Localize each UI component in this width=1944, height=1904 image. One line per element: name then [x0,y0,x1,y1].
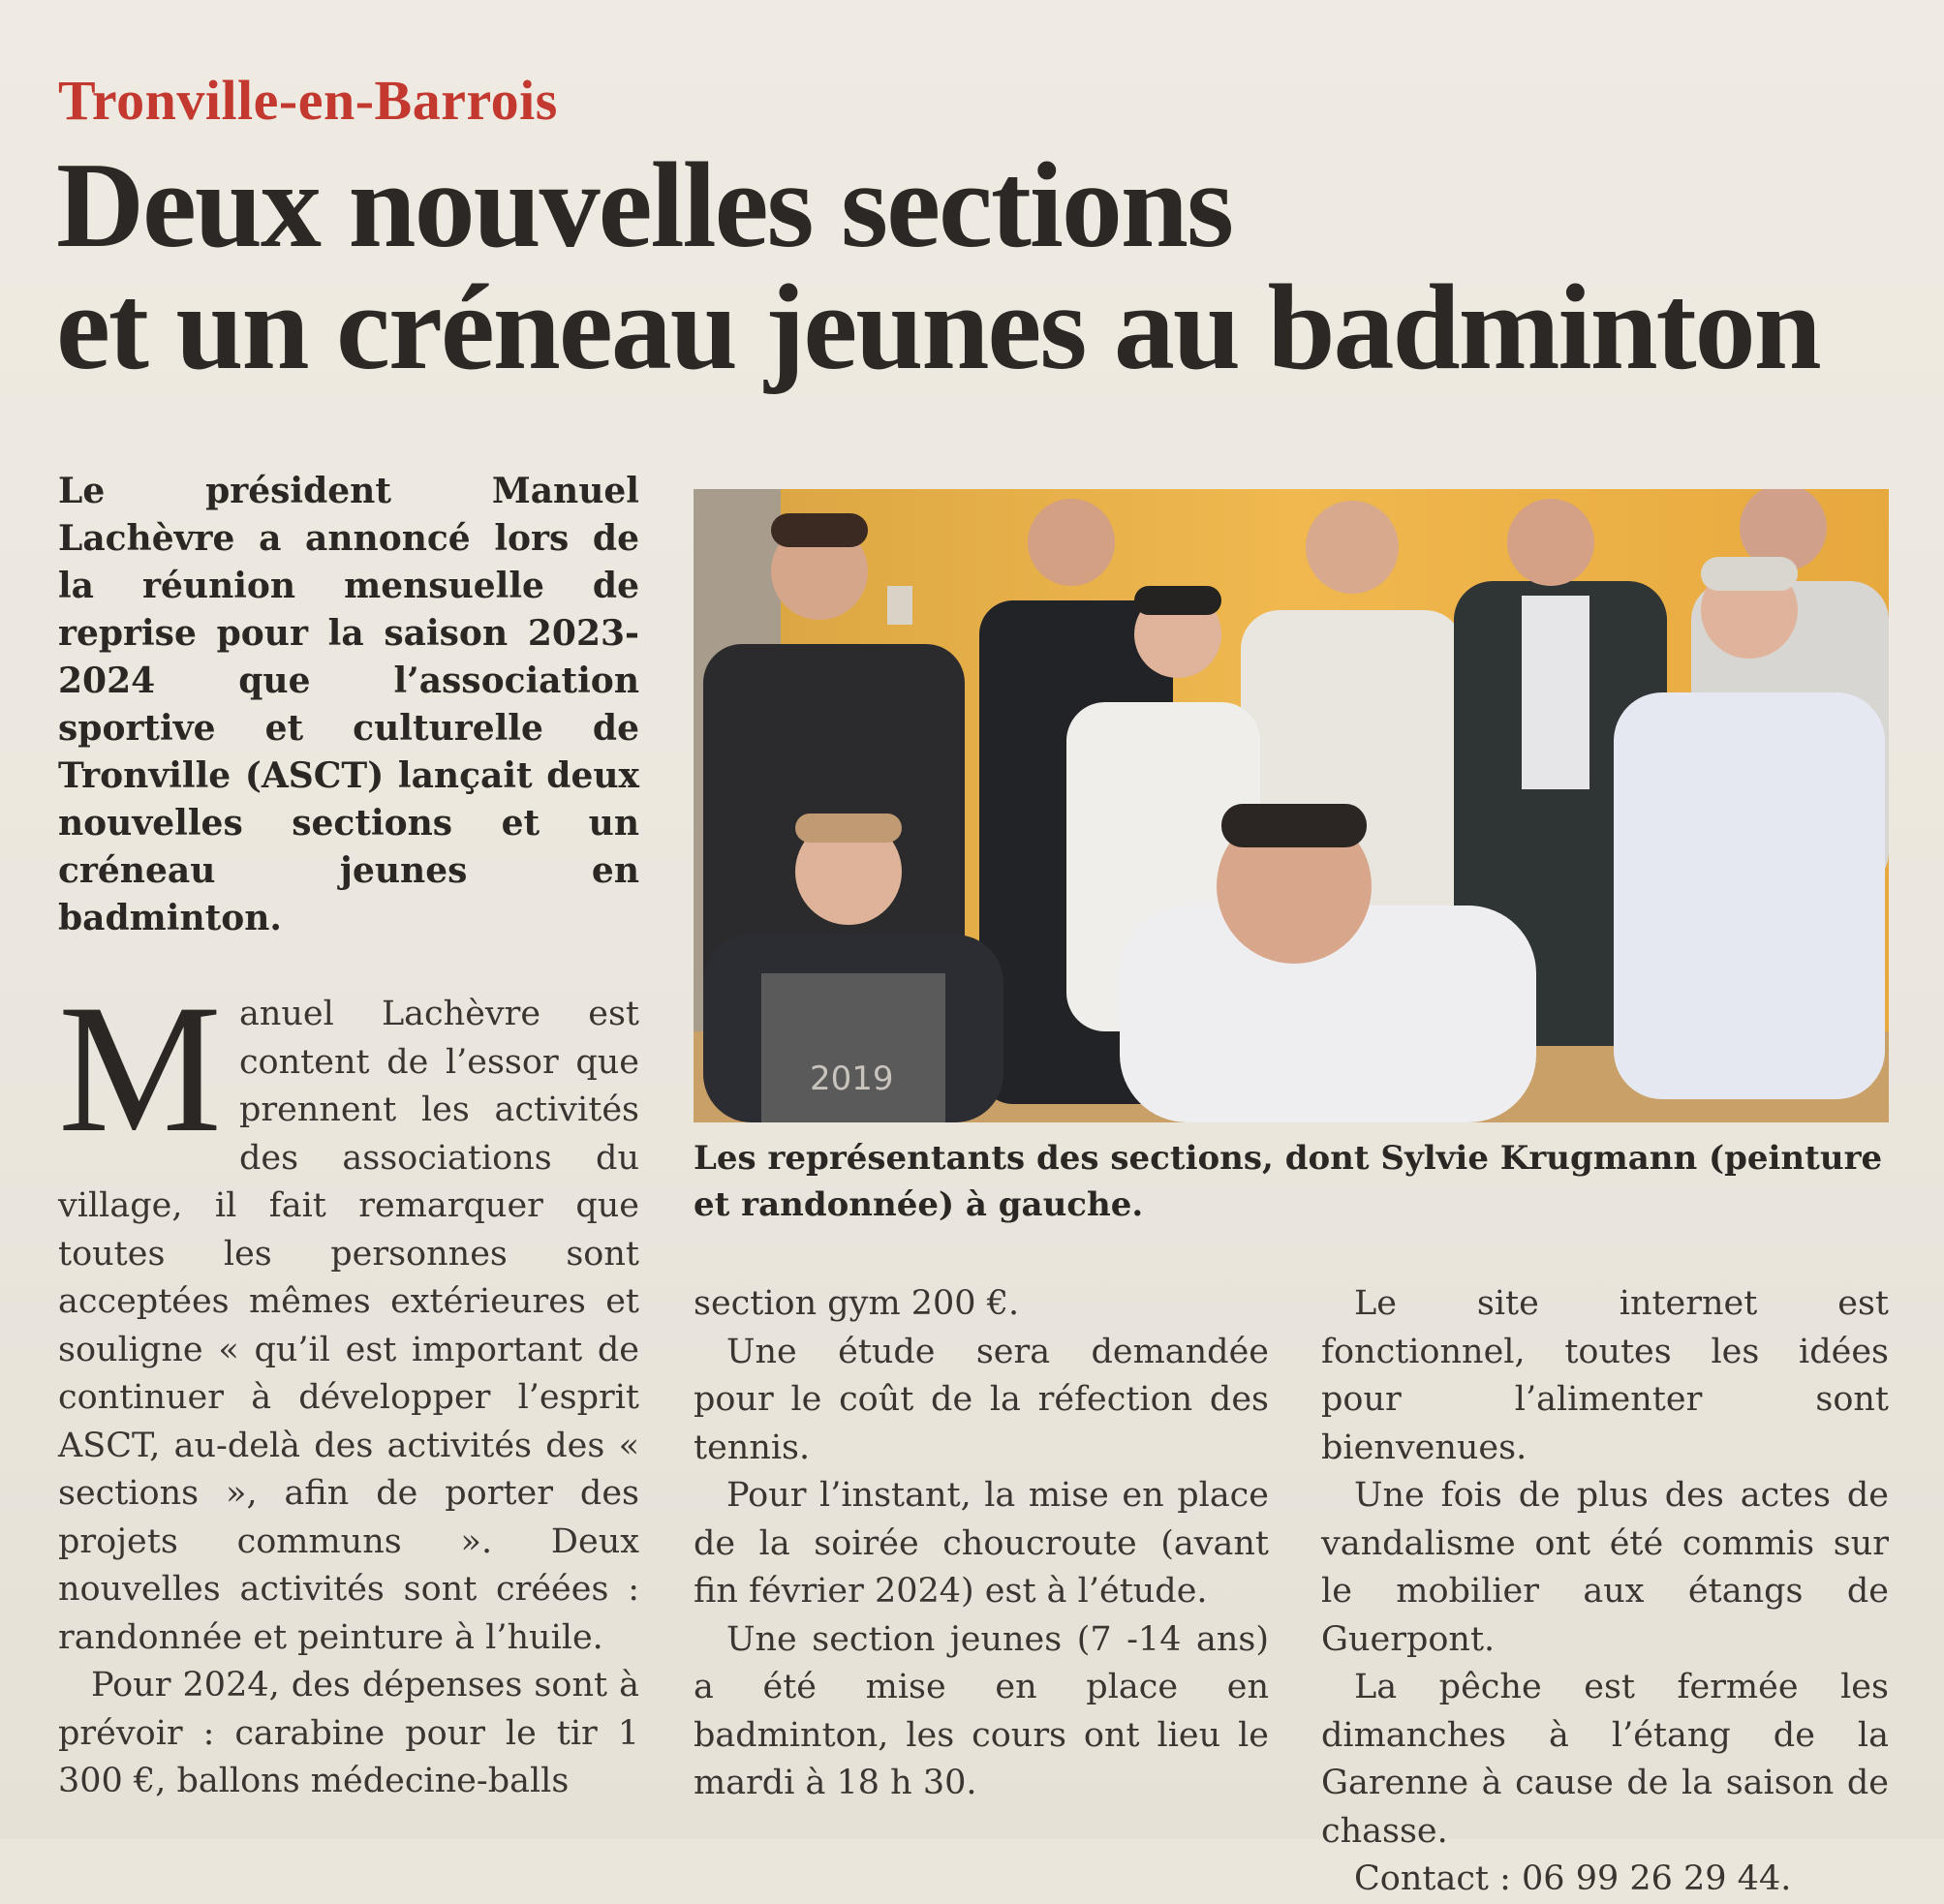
body-column-2 [694,1280,1269,1808]
paragraph-choucroute: Pour l’instant, la mise en place de la soirée choucroute (avant fin février 2024) est à l’étude. [694,1476,1269,1611]
group-photo [694,489,1889,1122]
headline-line-1: Deux nouvelles sections [56,138,1232,273]
headline-line-2: et un créneau jeunes au badminton [56,261,1820,395]
paragraph-youth-section: Une section jeunes (7 -14 ans) a été mise en place en badminton, les cours ont lieu le mardi à 18 h 30. [694,1619,1269,1802]
paragraph-website: Le site internet est fonctionnel, toutes les idées pour l’alimenter sont bienvenues. [1321,1284,1889,1467]
paragraph-expenses: Pour 2024, des dépenses sont à prévoir : carabine pour le tir 1 300 €, ballons médecine-balls [58,1666,639,1800]
article-headline [56,138,1897,395]
body-column-3 [1321,1280,1889,1904]
group-photo-illustration [694,489,1889,1122]
paragraph-intro-text: anuel Lachèvre est content de l’essor que prennent les activités des associations du village, il fait remarquer que toutes les personnes sont acceptées mêmes extérieures et souligne « qu’il est important de continuer à développer l’esprit ASCT, au-delà des activités des « sections », afin de porter des projets communs ». Deux nouvelles activités sont créées : randonnée et peinture à l’huile. [58,995,639,1657]
article-lead: Le président Manuel Lachèvre a annoncé lors de la réunion mensuelle de reprise pour la saison 2023-2024 que l’association sportive et culturelle de Tronville (ASCT) lançait deux nouvelles sections et un créneau jeunes en badminton. [58,471,639,938]
paragraph-contact: Contact : 06 99 26 29 44. [1354,1859,1792,1898]
dropcap: M [58,967,222,1171]
photo-caption: Les représentants des sections, dont Sylvie Krugmann (peinture et randonnée) à gauche. [694,1139,1883,1224]
shirt-print: 2019 [810,1059,894,1098]
body-column-1 [58,967,639,1806]
location-kicker: Tronville-en-Barrois [58,69,558,132]
paragraph-gym: section gym 200 €. [694,1284,1020,1323]
paragraph-vandalism: Une fois de plus des actes de vandalisme ont été commis sur le mobilier aux étangs de Guerpont. [1321,1476,1889,1659]
paragraph-tennis: Une étude sera demandée pour le coût de la réfection des tennis. [694,1332,1269,1467]
paragraph-fishing: La pêche est fermée les dimanches à l’étang de la Garenne à cause de la saison de chasse. [1321,1668,1889,1851]
paragraph-intro [58,967,639,1662]
